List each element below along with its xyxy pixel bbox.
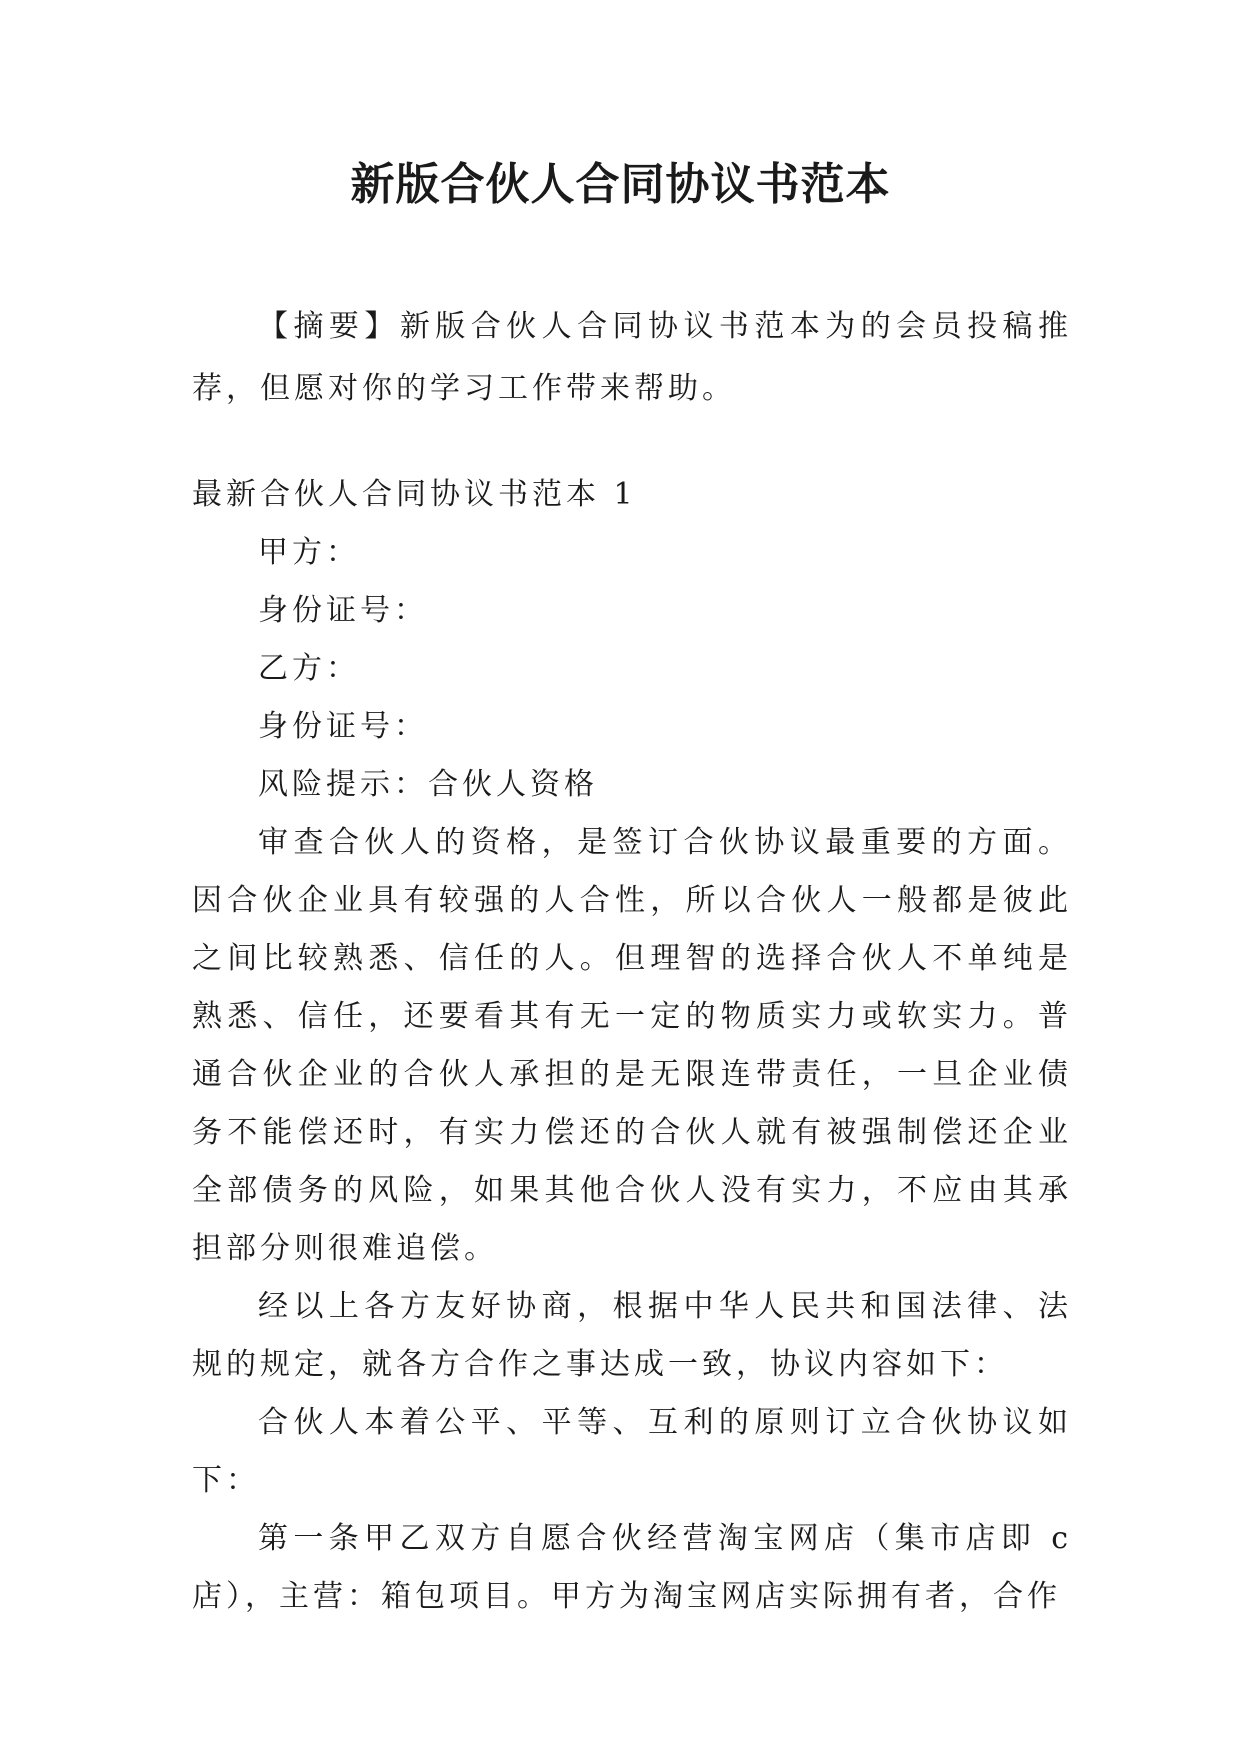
field-id-number-a: 身份证号： — [258, 593, 428, 628]
paragraph-principles: 合伙人本着公平、平等、互利的原则订立合伙协议如下： — [192, 1405, 1072, 1498]
abstract — [192, 296, 1072, 420]
abstract-text: 【摘要】新版合伙人合同协议书范本为的会员投稿推荐，但愿对你的学习工作带来帮助。 — [192, 309, 1072, 406]
field-party-b: 乙方： — [258, 651, 360, 686]
document-body — [192, 524, 1072, 1626]
paragraph-partner-qualification: 审查合伙人的资格，是签订合伙协议最重要的方面。因合伙企业具有较强的人合性，所以合伙人一般都是彼此之间比较熟悉、信任的人。但理智的选择合伙人不单纯是熟悉、信任，还要看其有无一定的物质实力或软实力。普通合伙企业的合伙人承担的是无限连带责任，一旦企业债务不能偿还时，有实力偿还的合伙人就有被强制偿还企业全部债务的风险，如果其他合伙人没有实力，不应由其承担部分则很难追偿。 — [192, 825, 1072, 1266]
field-risk-notice: 风险提示：合伙人资格 — [258, 767, 598, 802]
field-id-number-b: 身份证号： — [258, 709, 428, 744]
paragraph-negotiation: 经以上各方友好协商，根据中华人民共和国法律、法规的规定，就各方合作之事达成一致，协议内容如下： — [192, 1289, 1072, 1382]
section-heading-block — [192, 466, 1072, 524]
paragraph-article-1: 第一条甲乙双方自愿合伙经营淘宝网店（集市店即 c 店），主营：箱包项目。甲方为淘宝网店实际拥有者，合作 — [192, 1521, 1072, 1614]
section-heading: 最新合伙人合同协议书范本 1 — [192, 477, 637, 512]
field-party-a: 甲方： — [258, 535, 360, 570]
document-title: 新版合伙人合同协议书范本 — [350, 159, 891, 210]
